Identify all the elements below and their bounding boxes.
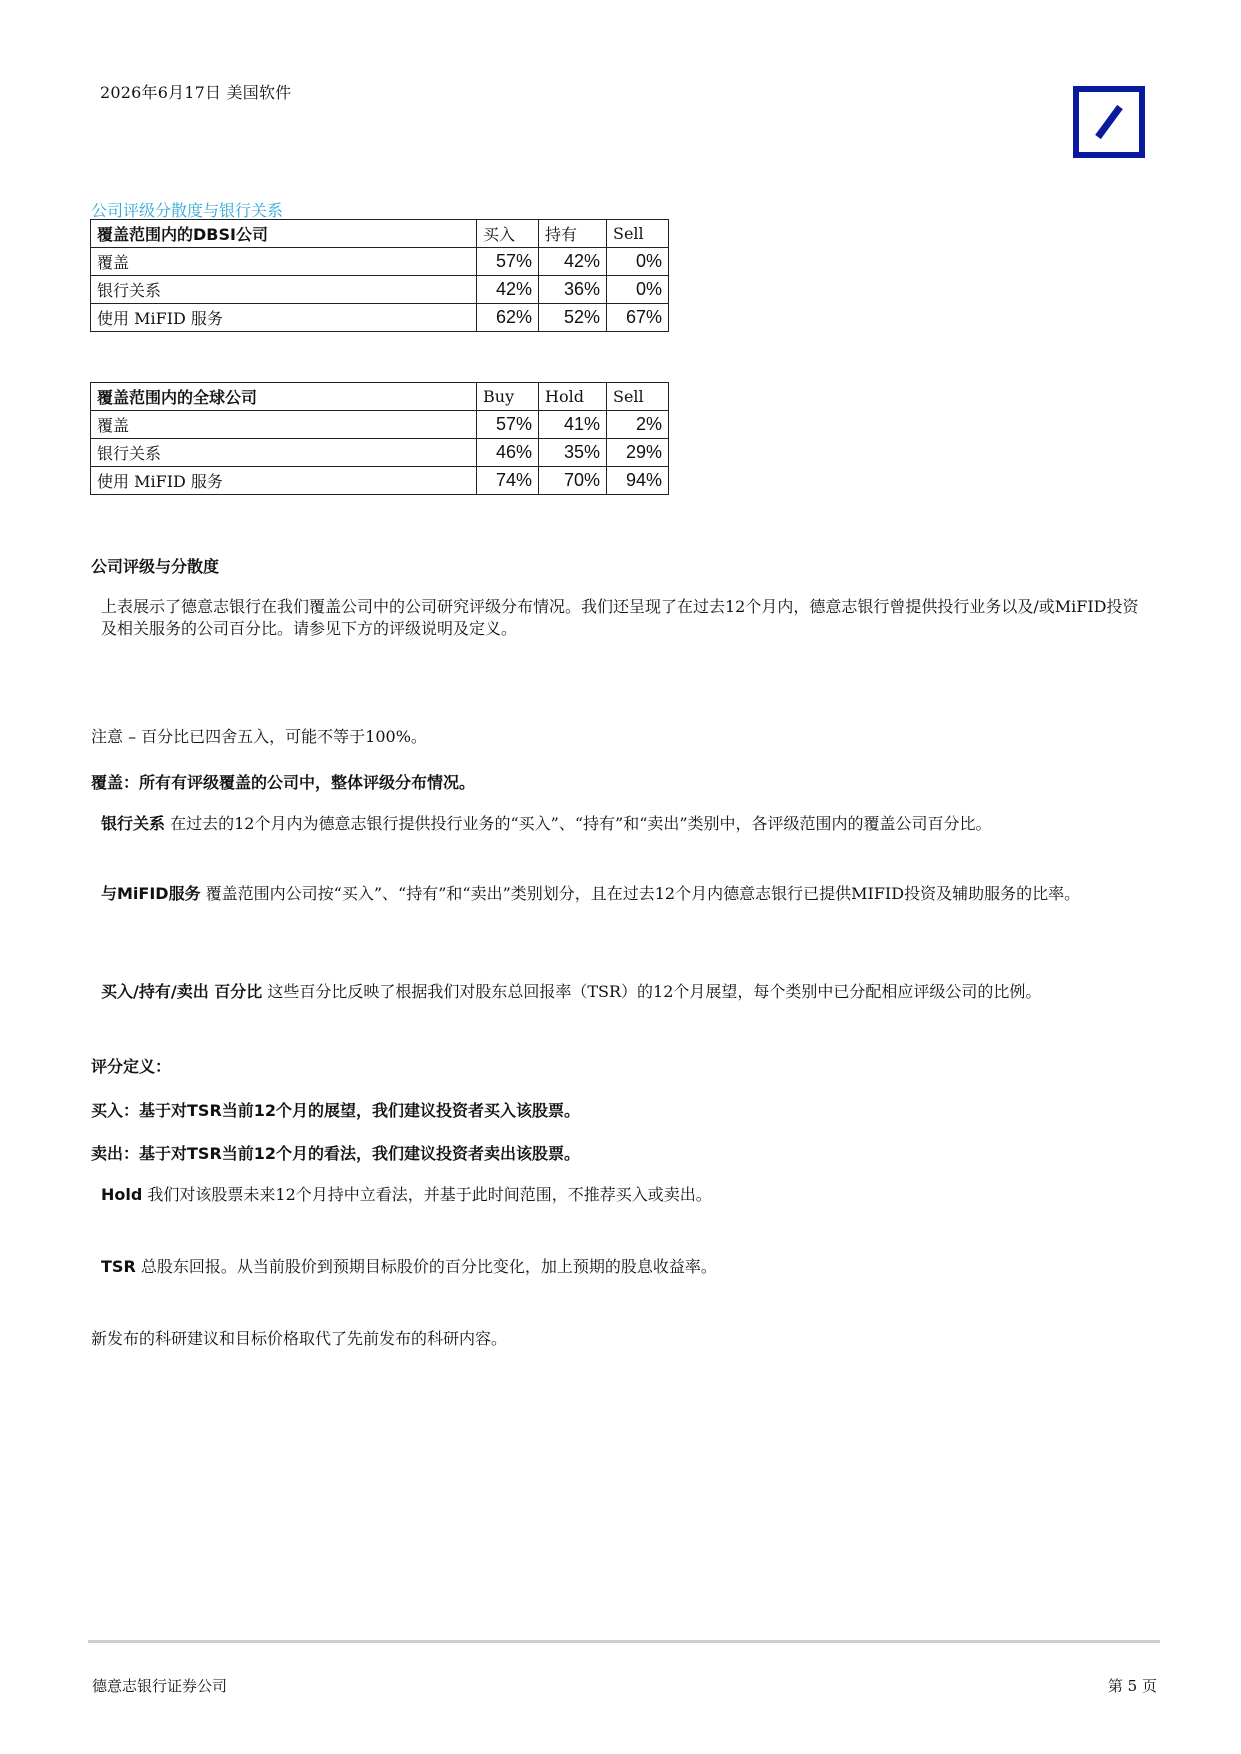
cell-value: 52% xyxy=(539,304,607,332)
table-row xyxy=(91,304,669,332)
cell-value: 57% xyxy=(477,248,539,276)
header-date-section: 2026年6月17日 美国软件 xyxy=(100,83,292,102)
table-header-sell: Sell xyxy=(607,220,669,248)
cell-value: 57% xyxy=(477,411,539,439)
percentage-text: 这些百分比反映了根据我们对股东总回报率（TSR）的12个月展望，每个类别中已分配相应评级公司的比例。 xyxy=(267,982,1042,1001)
coverage-definition: 覆盖：所有有评级覆盖的公司中，整体评级分布情况。 xyxy=(91,773,476,792)
cell-value: 42% xyxy=(477,276,539,304)
table-header-buy: 买入 xyxy=(477,220,539,248)
banking-relationship-def xyxy=(101,813,1151,835)
heading-ratings-dispersion: 公司评级与分散度 xyxy=(91,557,220,576)
table-header-buy: Buy xyxy=(477,383,539,411)
cell-value: 35% xyxy=(539,439,607,467)
cell-value: 0% xyxy=(607,248,669,276)
footer-divider xyxy=(88,1640,1160,1643)
mifid-term: 与MiFID服务 xyxy=(101,884,201,903)
table-row xyxy=(91,467,669,495)
table-header-sell: Sell xyxy=(607,383,669,411)
cell-value: 41% xyxy=(539,411,607,439)
sell-definition: 卖出：基于对TSR当前12个月的看法，我们建议投资者卖出该股票。 xyxy=(91,1144,581,1163)
table-row xyxy=(91,276,669,304)
hold-term: Hold xyxy=(101,1185,143,1204)
section-title: 公司评级分散度与银行关系 xyxy=(91,201,284,220)
mifid-text: 覆盖范围内公司按“买入”、“持有”和“卖出”类别划分，且在过去12个月内德意志银行已提供MIFID投资及辅助服务的比率。 xyxy=(205,884,1081,903)
table-header-label: 覆盖范围内的DBSI公司 xyxy=(91,220,477,248)
row-label: 覆盖 xyxy=(91,411,477,439)
cell-value: 0% xyxy=(607,276,669,304)
rating-definitions-heading: 评分定义： xyxy=(91,1057,172,1076)
table-header-hold: 持有 xyxy=(539,220,607,248)
tsr-term: TSR xyxy=(101,1257,136,1276)
row-label: 使用 MiFID 服务 xyxy=(91,304,477,332)
row-label: 使用 MiFID 服务 xyxy=(91,467,477,495)
cell-value: 46% xyxy=(477,439,539,467)
cell-value: 70% xyxy=(539,467,607,495)
banking-term: 银行关系 xyxy=(101,814,166,833)
row-label: 覆盖 xyxy=(91,248,477,276)
tsr-text: 总股东回报。从当前股价到预期目标股价的百分比变化，加上预期的股息收益率。 xyxy=(140,1257,717,1276)
table-row xyxy=(91,439,669,467)
cell-value: 2% xyxy=(607,411,669,439)
intro-paragraph: 上表展示了德意志银行在我们覆盖公司中的公司研究评级分布情况。我们还呈现了在过去12个月内，德意志银行曾提供投行业务以及/或MiFID投资及相关服务的公司百分比。请参见下方的评级说明及定义。 xyxy=(101,597,1139,638)
footer-page-number: 第 5 页 xyxy=(1107,1677,1157,1695)
row-label: 银行关系 xyxy=(91,439,477,467)
cell-value: 74% xyxy=(477,467,539,495)
hold-definition xyxy=(101,1184,1151,1206)
rounding-note: 注意 – 百分比已四舍五入，可能不等于100%。 xyxy=(91,727,427,746)
deutsche-bank-logo xyxy=(1073,86,1145,158)
cell-value: 36% xyxy=(539,276,607,304)
buy-definition: 买入：基于对TSR当前12个月的展望，我们建议投资者买入该股票。 xyxy=(91,1101,581,1120)
cell-value: 42% xyxy=(539,248,607,276)
dbsi-ratings-table xyxy=(90,219,669,332)
banking-text: 在过去的12个月内为德意志银行提供投行业务的“买入”、“持有”和“卖出”类别中，各评级范围内的覆盖公司百分比。 xyxy=(170,814,992,833)
global-ratings-table xyxy=(90,382,669,495)
table-header-label: 覆盖范围内的全球公司 xyxy=(91,383,477,411)
table-header-row xyxy=(91,220,669,248)
cell-value: 29% xyxy=(607,439,669,467)
table-row xyxy=(91,411,669,439)
tsr-definition xyxy=(101,1256,1151,1278)
closing-statement: 新发布的科研建议和目标价格取代了先前发布的科研内容。 xyxy=(91,1329,508,1348)
row-label: 银行关系 xyxy=(91,276,477,304)
table-header-hold: Hold xyxy=(539,383,607,411)
cell-value: 62% xyxy=(477,304,539,332)
table-row xyxy=(91,248,669,276)
mifid-services-def xyxy=(101,883,1151,905)
percentage-def xyxy=(101,981,1151,1003)
logo-slash-icon xyxy=(1079,92,1139,152)
footer-company: 德意志银行证券公司 xyxy=(92,1677,228,1695)
table-header-row xyxy=(91,383,669,411)
percentage-term: 买入/持有/卖出 百分比 xyxy=(101,982,263,1001)
cell-value: 67% xyxy=(607,304,669,332)
hold-text: 我们对该股票未来12个月持中立看法，并基于此时间范围，不推荐买入或卖出。 xyxy=(147,1185,712,1204)
cell-value: 94% xyxy=(607,467,669,495)
